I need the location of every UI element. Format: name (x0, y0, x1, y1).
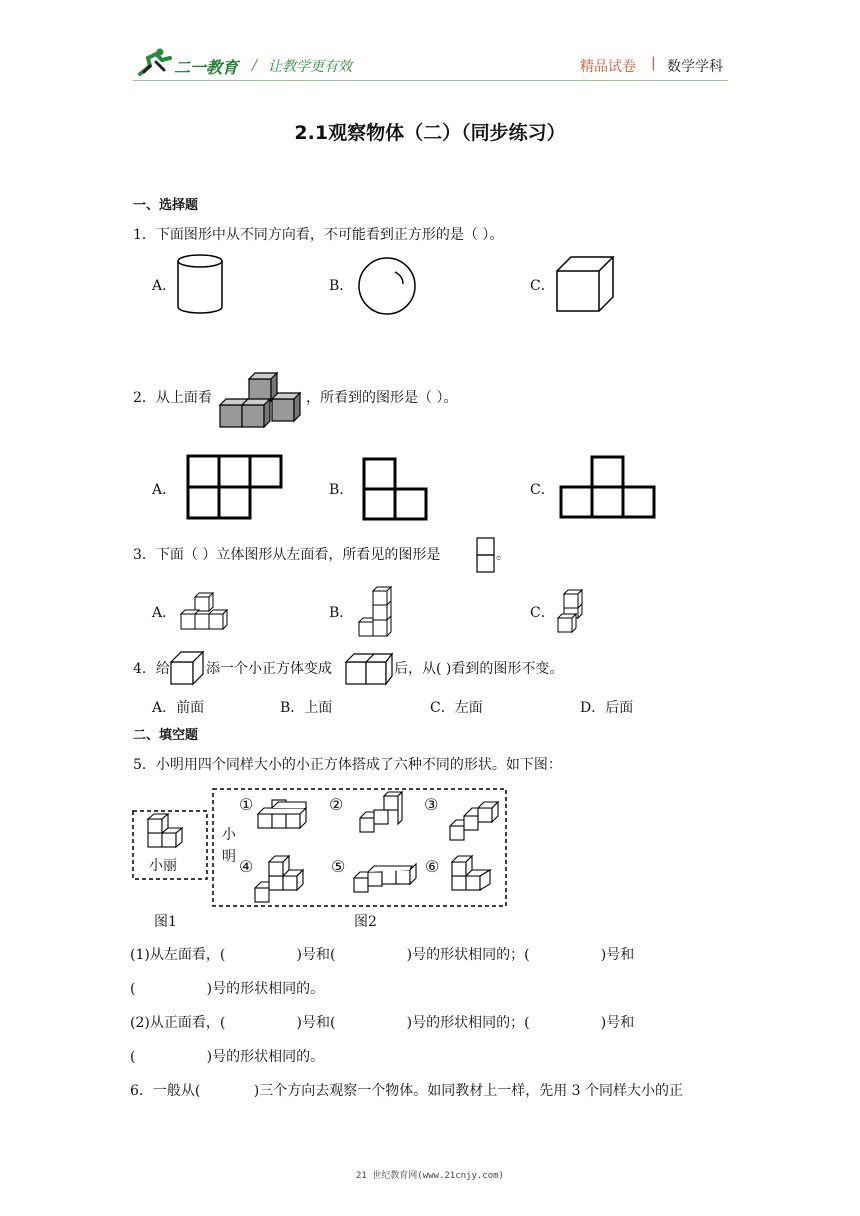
q2-shape-a (186, 454, 282, 520)
shape-num-5: ⑤ (331, 857, 346, 876)
q4-option-a: A．前面 (152, 700, 205, 716)
question-4-part3: 后，从( )看到的图形不变。 (394, 661, 564, 677)
q3-option-b: B． (329, 605, 354, 621)
question-6-text: 6．一般从( )三个方向去观察一个物体。如同教材上一样，先用 3 个同样大小的正 (130, 1083, 684, 1099)
q2-block-figure (216, 371, 304, 429)
q5-part1-line2: ( )号的形状相同的。 (130, 981, 325, 997)
shape-num-6: ⑥ (425, 857, 440, 876)
question-3-suffix: 。 (496, 547, 510, 563)
q3-figure-b (356, 585, 396, 639)
logo-text: 二一教育 (174, 58, 239, 77)
header-subject: 数学学科 (667, 59, 723, 75)
page-footer: 21 世纪教育网(www.21cnjy.com) (356, 1171, 504, 1181)
logo-runner-icon (136, 48, 176, 78)
q5-part2-line2: ( )号的形状相同的。 (130, 1049, 325, 1065)
q3-figure-a (178, 592, 236, 632)
shape-num-1: ① (239, 795, 254, 814)
q2-option-b: B． (329, 482, 354, 498)
page-title: 2.1观察物体（二）（同步练习） (294, 122, 566, 144)
q3-left-view-icon (476, 537, 496, 575)
question-2-suffix: ，所看到的图形是（ ）。 (306, 390, 458, 406)
cylinder-figure (176, 253, 226, 315)
slogan-divider: / (252, 56, 258, 74)
q4-option-b: B．上面 (280, 700, 333, 716)
header-separator: | (651, 55, 656, 71)
section-heading-fill: 二、填空题 (133, 728, 199, 743)
question-2-prefix: 2．从上面看 (133, 390, 212, 406)
header-rule (133, 80, 728, 81)
q3-option-c: C． (530, 605, 555, 621)
q3-option-a: A． (152, 605, 177, 621)
q2-option-a: A． (152, 482, 177, 498)
figure-caption-2: 图2 (354, 914, 377, 930)
fig1-label-xiaoli: 小丽 (149, 858, 177, 874)
shape-num-3: ③ (424, 795, 439, 814)
q4-small-block-icon (169, 650, 207, 686)
q1-option-c: C． (530, 278, 555, 294)
header-slogan: 让教学更有效 (268, 59, 352, 75)
q5-part1-line1: (1)从左面看，( )号和( )号的形状相同的；( )号和 (130, 947, 635, 963)
q4-double-block-icon (344, 650, 394, 686)
shape-num-2: ② (329, 795, 344, 814)
q1-option-a: A． (152, 278, 177, 294)
question-5-text: 5．小明用四个同样大小的小正方体搭成了六种不同的形状。如下图： (133, 757, 562, 773)
cube-figure (556, 256, 616, 314)
question-3-prefix: 3．下面（ ）立体图形从左面看，所看见的图形是 (133, 547, 441, 563)
question-1-text: 1．下面图形中从不同方向看，不可能看到正方形的是（ ）。 (133, 227, 504, 243)
section-heading-choice: 一、选择题 (133, 198, 199, 213)
fig2-side-label: 小明 (222, 827, 236, 865)
q5-part2-line1: (2)从正面看，( )号和( )号的形状相同的；( )号和 (130, 1015, 635, 1031)
header-tag: 精品试卷 (580, 59, 636, 75)
q4-option-d: D．后面 (580, 700, 634, 716)
q5-figures (130, 786, 510, 910)
q2-shape-b (362, 457, 428, 521)
figure-caption-1: 图1 (154, 914, 177, 930)
q3-figure-c (556, 588, 590, 634)
question-4-part2: 添一个小正方体变成 (206, 661, 332, 677)
q2-shape-c (559, 455, 655, 519)
question-4-part1: 4．给 (133, 661, 170, 677)
q1-option-b: B． (329, 278, 354, 294)
sphere-figure (357, 256, 419, 318)
shape-num-4: ④ (239, 857, 254, 876)
q2-option-c: C． (530, 482, 555, 498)
q4-option-c: C．左面 (430, 700, 483, 716)
